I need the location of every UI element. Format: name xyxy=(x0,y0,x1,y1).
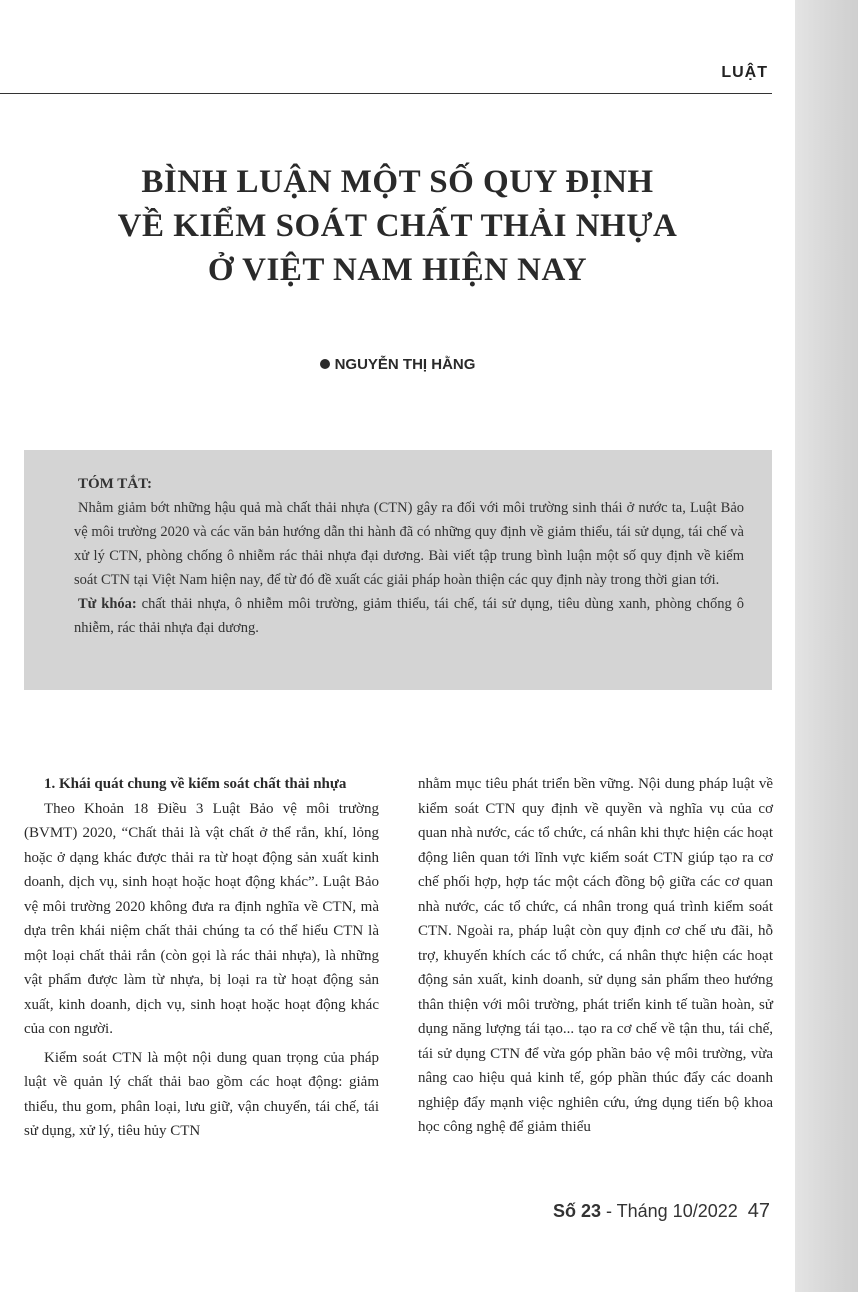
body-column-right xyxy=(418,772,773,1140)
author-line xyxy=(0,356,795,373)
page-edge-shadow xyxy=(795,0,858,1292)
body-paragraph: nhằm mục tiêu phát triển bền vững. Nội dung pháp luật về kiểm soát CTN quy định về quyền và nghĩa vụ của cơ quan nhà nước, các tổ chức, cá nhân khi thực hiện các hoạt động liên quan tới lĩnh vực kiểm soát CTN giúp tạo ra cơ chế phối hợp, hợp tác một cách đồng bộ giữa các cơ quan nhà nước, các tổ chức, cá nhân trong quá trình kiểm soát CTN. Ngoài ra, pháp luật còn quy định cơ chế ưu đãi, hỗ trợ, khuyến khích các tổ chức, cá nhân thực hiện các hoạt động sản xuất, kinh doanh, sử dụng sản phẩm theo hướng thân thiện với môi trường, phát triển kinh tế tuần hoàn, sử dụng năng lượng tái tạo... tạo ra cơ chế về tận thu, tái chế, tái sử dụng CTN để vừa góp phần bảo vệ môi trường, vừa nâng cao hiệu quả kinh tế, góp phần thúc đẩy các doanh nghiệp đẩy mạnh việc nghiên cứu, ứng dụng tiến bộ khoa học công nghệ để giảm thiểu xyxy=(418,776,773,1135)
abstract-heading: TÓM TẮT: xyxy=(78,476,153,492)
page-number: 47 xyxy=(747,1200,770,1222)
abstract-content xyxy=(74,472,744,640)
keywords xyxy=(74,592,744,640)
body-paragraph: Theo Khoản 18 Điều 3 Luật Bảo vệ môi trường (BVMT) 2020, “Chất thải là vật chất ở thể rắn, khí, lỏng hoặc ở dạng khác được thải ra từ hoạt động sản xuất kinh doanh, dịch vụ, sinh hoạt hoặc hoạt động khác”. Luật Bảo vệ môi trường 2020 không đưa ra định nghĩa về CTN, mà dựa trên khái niệm chất thải chúng ta có thể hiểu CTN là một loại chất thải rắn (còn gọi là rác thải nhựa), là những vật phẩm được làm từ nhựa, bị loại ra từ hoạt động sản xuất, kinh doanh, dịch vụ, sinh hoạt hoặc hoạt động khác của con người. xyxy=(24,800,379,1037)
body-column-left xyxy=(24,772,379,1144)
body-paragraph: Kiểm soát CTN là một nội dung quan trọng của pháp luật về quản lý chất thải bao gồm các hoạt động: giảm thiểu, thu gom, phân loại, lưu giữ, vận chuyển, tái chế, tái sử dụng, xử lý, tiêu hủy CTN xyxy=(24,1049,379,1139)
abstract-box xyxy=(24,450,772,690)
title-line-2: VỀ KIỂM SOÁT CHẤT THẢI NHỰA xyxy=(117,208,678,244)
title-line-1: BÌNH LUẬN MỘT SỐ QUY ĐỊNH xyxy=(141,164,654,200)
abstract-text: Nhằm giảm bớt những hậu quả mà chất thải nhựa (CTN) gây ra đối với môi trường sinh thái ở nước ta, Luật Bảo vệ môi trường 2020 và các văn bản hướng dẫn thi hành đã có những quy định về giảm thiểu, tái sử dụng, tái chế và xử lý CTN, phòng chống ô nhiễm rác thải nhựa đại dương. Bài viết tập trung bình luận một số quy định về kiểm soát CTN tại Việt Nam hiện nay, để từ đó đề xuất các giải pháp hoàn thiện các quy định này trong thời gian tới. xyxy=(74,500,744,588)
section-heading: 1. Khái quát chung về kiểm soát chất thải nhựa xyxy=(44,776,347,792)
keywords-text: chất thải nhựa, ô nhiễm môi trường, giảm thiểu, tái chế, tái sử dụng, tiêu dùng xanh, phòng chống ô nhiễm, rác thải nhựa đại dương. xyxy=(74,596,744,636)
page-footer xyxy=(553,1200,770,1223)
section-label: LUẬT xyxy=(721,64,768,81)
issue-number: Số 23 xyxy=(552,1201,601,1221)
article-title xyxy=(0,160,795,292)
author-name: NGUYỄN THỊ HẰNG xyxy=(334,356,476,373)
title-line-3: Ở VIỆT NAM HIỆN NAY xyxy=(207,252,588,288)
keywords-label: Từ khóa: xyxy=(78,596,137,612)
header-rule xyxy=(0,93,772,94)
bullet-icon xyxy=(320,359,330,369)
issue-date: - Tháng 10/2022 xyxy=(600,1201,738,1221)
